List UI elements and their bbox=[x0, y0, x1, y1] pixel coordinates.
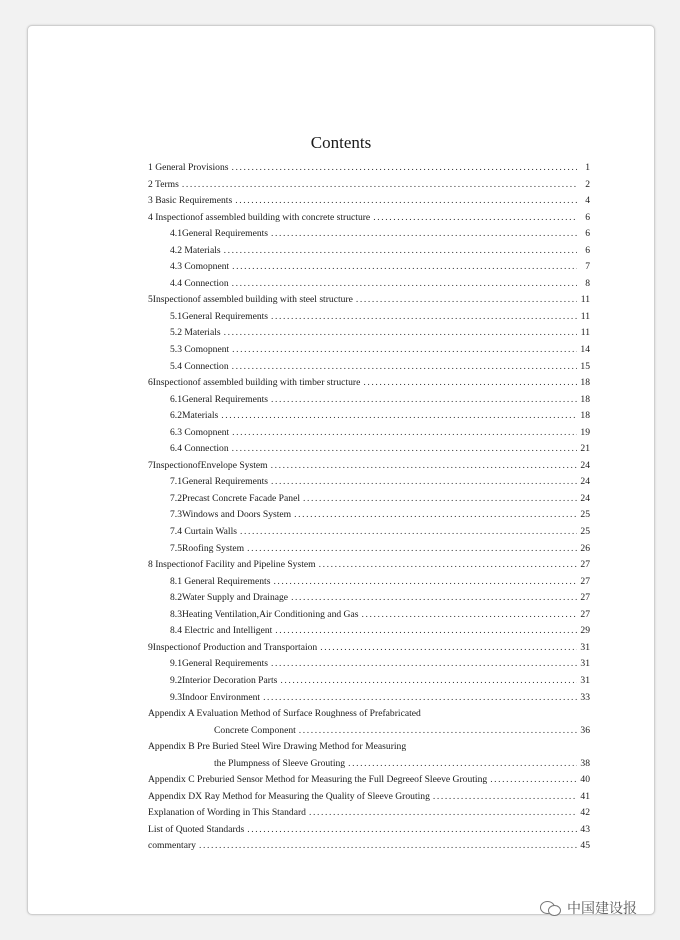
toc-leader-dots bbox=[373, 210, 577, 227]
toc-leader-dots bbox=[224, 325, 577, 342]
toc-leader-dots bbox=[356, 292, 577, 309]
toc-leader-dots bbox=[309, 805, 577, 822]
toc-entry-page: 31 bbox=[580, 674, 590, 686]
toc-entry-page: 21 bbox=[580, 443, 590, 455]
toc-entry-page: 18 bbox=[580, 410, 590, 422]
toc-entry bbox=[148, 276, 590, 293]
toc-leader-dots bbox=[271, 656, 577, 673]
toc-entry bbox=[148, 656, 590, 673]
toc-entry-label: 5.1General Requirements bbox=[170, 310, 269, 322]
toc-entry-page: 40 bbox=[580, 774, 590, 786]
toc-entry bbox=[148, 805, 590, 822]
toc-entry bbox=[148, 491, 590, 508]
toc-entry-page: 1 bbox=[585, 162, 590, 173]
toc-entry bbox=[148, 640, 590, 657]
toc-entry-page: 18 bbox=[580, 393, 590, 405]
toc-leader-dots bbox=[280, 673, 577, 690]
toc-entry bbox=[148, 177, 590, 194]
toc-entry bbox=[148, 557, 590, 574]
watermark bbox=[540, 898, 637, 918]
toc-entry bbox=[148, 193, 590, 210]
toc-entry-page: 11 bbox=[580, 310, 590, 322]
toc-leader-dots bbox=[224, 243, 577, 260]
toc-entry-page: 27 bbox=[580, 575, 590, 587]
table-of-contents bbox=[148, 160, 590, 855]
toc-entry-label: 7.4 Curtain Walls bbox=[170, 526, 238, 538]
toc-entry-page: 11 bbox=[580, 327, 590, 339]
toc-entry bbox=[148, 309, 590, 326]
toc-entry-page: 33 bbox=[580, 691, 590, 703]
toc-entry-page: 25 bbox=[580, 509, 590, 521]
toc-entry bbox=[148, 441, 590, 458]
toc-entry-appendix bbox=[148, 706, 590, 739]
toc-entry-label: 2 Terms bbox=[148, 178, 179, 190]
toc-entry-label: 5Inspectionof assembled building with steel structure bbox=[148, 294, 353, 306]
toc-entry bbox=[148, 359, 590, 376]
toc-entry-page: 4 bbox=[585, 195, 590, 207]
toc-entry bbox=[148, 690, 590, 707]
toc-entry bbox=[148, 259, 590, 276]
toc-entry bbox=[148, 541, 590, 558]
toc-leader-dots bbox=[271, 226, 577, 243]
toc-entry-label: 8 Inspectionof Facility and Pipeline System bbox=[148, 559, 316, 571]
toc-entry-label: 7.5Roofing System bbox=[170, 542, 245, 554]
toc-entry bbox=[148, 838, 590, 855]
toc-leader-dots bbox=[271, 309, 577, 326]
toc-entry-label: Explanation of Wording in This Standard bbox=[148, 807, 306, 819]
toc-leader-dots bbox=[363, 375, 577, 392]
toc-entry-page: 24 bbox=[580, 476, 590, 488]
toc-leader-dots bbox=[490, 772, 577, 789]
toc-entry-label: Appendix C Preburied Sensor Method for Measuring the Full Degreeof Sleeve Grouting bbox=[148, 774, 488, 786]
toc-entry bbox=[148, 524, 590, 541]
toc-entry bbox=[148, 425, 590, 442]
toc-leader-dots bbox=[247, 541, 577, 558]
toc-entry-page: 11 bbox=[580, 294, 590, 306]
toc-leader-dots bbox=[231, 160, 577, 177]
wechat-icon bbox=[540, 900, 562, 916]
toc-entry-page: 6 bbox=[585, 244, 590, 256]
toc-leader-dots bbox=[271, 474, 577, 491]
toc-entry-label: 7.3Windows and Doors System bbox=[170, 509, 292, 521]
toc-entry-page: 45 bbox=[580, 840, 590, 852]
toc-entry-page: 27 bbox=[580, 592, 590, 604]
toc-entry-page: 18 bbox=[580, 377, 590, 389]
toc-entry-page: 38 bbox=[580, 757, 590, 769]
toc-leader-dots bbox=[199, 838, 577, 855]
toc-entry-continuation bbox=[148, 756, 590, 773]
toc-entry-page: 6 bbox=[585, 211, 590, 223]
toc-entry bbox=[148, 673, 590, 690]
toc-entry-label: 9.2Interior Decoration Parts bbox=[170, 674, 278, 686]
toc-entry-label: 8.1 General Requirements bbox=[170, 575, 271, 587]
toc-entry-page: 41 bbox=[580, 790, 590, 802]
toc-entry-label: 9.3Indoor Environment bbox=[170, 691, 261, 703]
watermark-text: 中国建设报 bbox=[567, 901, 637, 917]
toc-leader-dots bbox=[361, 607, 577, 624]
toc-leader-dots bbox=[291, 590, 577, 607]
toc-leader-dots bbox=[294, 507, 577, 524]
toc-entry-label: Appendix A Evaluation Method of Surface Roughness of Prefabricated bbox=[148, 708, 421, 720]
toc-entry-label: 6.2Materials bbox=[170, 410, 219, 422]
toc-entry-appendix bbox=[148, 739, 590, 772]
toc-entry-page: 15 bbox=[580, 360, 590, 372]
toc-entry-page: 27 bbox=[580, 559, 590, 571]
toc-leader-dots bbox=[303, 491, 577, 508]
toc-entry-label: 7.2Precast Concrete Facade Panel bbox=[170, 492, 300, 504]
toc-entry-label: 5.3 Comopnent bbox=[170, 344, 230, 356]
toc-entry-page: 31 bbox=[580, 641, 590, 653]
toc-entry-label: 6.4 Connection bbox=[170, 443, 229, 455]
toc-entry bbox=[148, 392, 590, 409]
toc-leader-dots bbox=[319, 557, 577, 574]
toc-entry bbox=[148, 789, 590, 806]
toc-entry-page: 6 bbox=[585, 228, 590, 240]
toc-entry-label: 8.4 Electric and Intelligent bbox=[170, 625, 273, 637]
toc-entry-label: 7InspectionofEnvelope System bbox=[148, 459, 268, 471]
toc-entry-label: 9Inspectionof Production and Transportaion bbox=[148, 641, 318, 653]
toc-leader-dots bbox=[247, 822, 577, 839]
toc-entry-page: 24 bbox=[580, 492, 590, 504]
toc-leader-dots bbox=[232, 342, 577, 359]
toc-leader-dots bbox=[299, 723, 577, 740]
toc-entry bbox=[148, 822, 590, 839]
toc-entry bbox=[148, 507, 590, 524]
toc-leader-dots bbox=[232, 441, 577, 458]
toc-entry-label: 9.1General Requirements bbox=[170, 658, 269, 670]
toc-entry-label: 4.3 Comopnent bbox=[170, 261, 230, 273]
toc-entry-label: 5.4 Connection bbox=[170, 360, 229, 372]
toc-entry-page: 43 bbox=[580, 823, 590, 835]
toc-entry-label: 4.2 Materials bbox=[170, 244, 221, 256]
toc-entry bbox=[148, 408, 590, 425]
toc-entry-page: 27 bbox=[580, 608, 590, 620]
toc-entry-page: 7 bbox=[585, 261, 590, 273]
toc-entry-label: Appendix DX Ray Method for Measuring the Quality of Sleeve Grouting bbox=[148, 790, 430, 802]
toc-leader-dots bbox=[240, 524, 577, 541]
toc-entry bbox=[148, 458, 590, 475]
toc-entry bbox=[148, 607, 590, 624]
toc-entry-label: 1 General Provisions bbox=[148, 162, 229, 173]
document-page bbox=[27, 25, 655, 915]
toc-entry bbox=[148, 243, 590, 260]
toc-entry-page: 31 bbox=[580, 658, 590, 670]
toc-leader-dots bbox=[263, 690, 577, 707]
toc-entry-page: 8 bbox=[585, 277, 590, 289]
toc-leader-dots bbox=[232, 259, 577, 276]
toc-entry-page: 26 bbox=[580, 542, 590, 554]
toc-entry bbox=[148, 375, 590, 392]
toc-leader-dots bbox=[271, 392, 577, 409]
toc-entry-page: 14 bbox=[580, 344, 590, 356]
toc-leader-dots bbox=[182, 177, 577, 194]
toc-leader-dots bbox=[235, 193, 577, 210]
toc-leader-dots bbox=[232, 359, 577, 376]
toc-entry bbox=[148, 325, 590, 342]
toc-entry-page: 25 bbox=[580, 526, 590, 538]
toc-leader-dots bbox=[232, 276, 577, 293]
toc-entry-label: Appendix B Pre Buried Steel Wire Drawing Method for Measuring bbox=[148, 741, 407, 753]
toc-entry-label-cont: Concrete Component bbox=[214, 724, 296, 736]
toc-entry bbox=[148, 210, 590, 227]
toc-entry bbox=[148, 160, 590, 177]
toc-entry-page: 24 bbox=[580, 459, 590, 471]
toc-entry-label: 5.2 Materials bbox=[170, 327, 221, 339]
toc-leader-dots bbox=[221, 408, 577, 425]
toc-entry-page: 2 bbox=[585, 178, 590, 190]
toc-entry bbox=[148, 292, 590, 309]
toc-leader-dots bbox=[273, 574, 577, 591]
toc-entry bbox=[148, 590, 590, 607]
toc-entry bbox=[148, 772, 590, 789]
toc-entry-label: 6.1General Requirements bbox=[170, 393, 269, 405]
toc-entry-continuation bbox=[148, 723, 590, 740]
toc-leader-dots bbox=[348, 756, 577, 773]
toc-entry bbox=[148, 623, 590, 640]
toc-entry-label: 6Inspectionof assembled building with timber structure bbox=[148, 377, 361, 389]
toc-leader-dots bbox=[275, 623, 577, 640]
toc-entry-label-cont: the Plumpness of Sleeve Grouting bbox=[214, 757, 346, 769]
toc-leader-dots bbox=[232, 425, 577, 442]
page-title: Contents bbox=[310, 133, 372, 152]
toc-entry-label: 3 Basic Requirements bbox=[148, 195, 233, 207]
toc-entry bbox=[148, 226, 590, 243]
toc-entry-label: 6.3 Comopnent bbox=[170, 426, 230, 438]
toc-entry-label: List of Quoted Standards bbox=[148, 823, 245, 835]
toc-entry bbox=[148, 342, 590, 359]
toc-entry-label: 7.1General Requirements bbox=[170, 476, 269, 488]
toc-entry-label: commentary bbox=[148, 840, 196, 852]
toc-entry-label: 4 Inspectionof assembled building with concrete structure bbox=[148, 211, 371, 223]
toc-leader-dots bbox=[271, 458, 577, 475]
toc-leader-dots bbox=[320, 640, 577, 657]
toc-entry-page: 42 bbox=[580, 807, 590, 819]
toc-entry-label: 4.1General Requirements bbox=[170, 228, 269, 240]
toc-leader-dots bbox=[433, 789, 577, 806]
toc-entry-label: 8.3Heating Ventilation,Air Conditioning and Gas bbox=[170, 608, 359, 620]
toc-entry-page: 29 bbox=[580, 625, 590, 637]
toc-entry bbox=[148, 474, 590, 491]
toc-entry-label: 4.4 Connection bbox=[170, 277, 229, 289]
toc-entry-page: 36 bbox=[580, 724, 590, 736]
toc-entry bbox=[148, 574, 590, 591]
toc-entry-label: 8.2Water Supply and Drainage bbox=[170, 592, 289, 604]
toc-entry-page: 19 bbox=[580, 426, 590, 438]
